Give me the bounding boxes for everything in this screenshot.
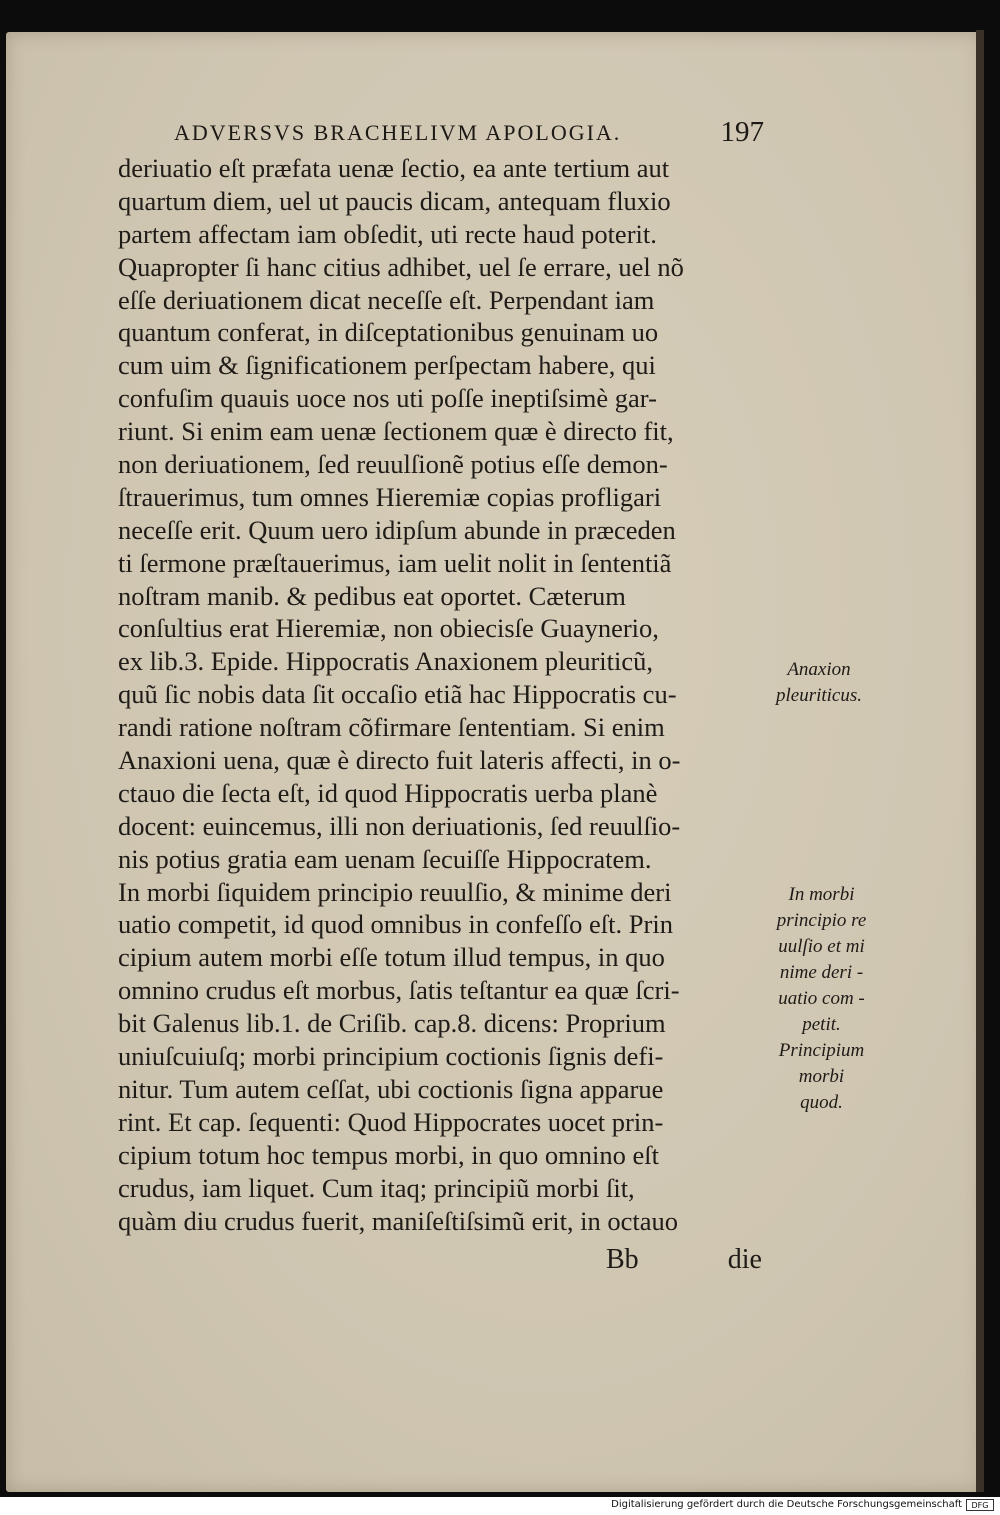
marginal-line: pleuriticus. — [775, 685, 863, 706]
text-line: uatio competit, id quod omnibus in confeſſo eſt. Prin — [118, 909, 673, 940]
marginal-line: quod. — [800, 1092, 843, 1113]
text-line: omnino crudus eſt morbus, ſatis teſtantur ea quæ ſcri- — [118, 975, 680, 1006]
text-line: nis potius gratia eam uenam ſecuiſſe Hippocratem. — [118, 843, 652, 874]
running-head — [174, 116, 764, 154]
text-line: In morbi ſiquidem principio reuulſio, & minime deri — [118, 876, 672, 907]
text-line: docent: euincemus, illi non deriuationis, ſed reuulſio- — [118, 810, 681, 841]
text-line: quàm diu crudus fuerit, maniſeſtiſsimũ erit, in octauo — [118, 1205, 679, 1236]
text-line: cum uim & ſignificationem perſpectam habere, qui — [118, 350, 656, 381]
marginal-line: principio re — [776, 910, 867, 931]
text-line: conſultius erat Hieremiæ, non obiecisſe Guaynerio, — [118, 613, 659, 644]
marginal-line: petit. — [802, 1014, 841, 1035]
signature-mark: Bb — [606, 1244, 639, 1275]
text-line: crudus, iam liquet. Cum itaq; principiũ morbi ſit, — [118, 1172, 635, 1203]
text-line: Anaxioni uena, quæ è directo fuit lateris affecti, in o- — [118, 745, 681, 776]
text-line: neceſſe erit. Quum uero idipſum abunde in præceden — [118, 514, 676, 545]
text-line: ti ſermone præſtauerimus, iam uelit nolit in ſententiã — [118, 547, 672, 578]
text-line: Quapropter ſi hanc citius adhibet, uel ſe errare, uel nõ — [118, 251, 684, 282]
text-line: ſtrauerimus, tum omnes Hieremiæ copias profligari — [118, 481, 662, 512]
page-number: 197 — [720, 116, 764, 148]
text-line: quartum diem, uel ut paucis dicam, antequam fluxio — [118, 185, 671, 216]
marginal-line: nime deri - — [779, 962, 864, 983]
dfg-logo: DFG — [966, 1499, 994, 1511]
text-line: rint. Et cap. ſequenti: Quod Hippocrates uocet prin- — [118, 1106, 664, 1137]
text-line: confuſim quauis uoce nos uti poſſe ineptiſsimè gar- — [118, 383, 657, 414]
page-edge — [976, 30, 984, 1492]
text-line: uniuſcuiuſq; morbi principium coctionis ſignis defi- — [118, 1041, 664, 1072]
text-line: quantum conferat, in diſceptationibus genuinam uo — [118, 317, 659, 348]
text-line: cipium autem morbi eſſe totum illud tempus, in quo — [118, 942, 665, 973]
marginal-note-principium — [764, 882, 879, 1116]
text-line: nitur. Tum autem ceſſat, ubi coctionis ſigna apparue — [118, 1073, 664, 1104]
text-line: riunt. Si enim eam uenæ ſectionem quæ è directo fit, — [118, 416, 674, 447]
marginal-line: In morbi — [788, 884, 855, 905]
catchline — [606, 1244, 762, 1280]
text-line: ctauo die ſecta eſt, id quod Hippocratis uerba planè — [118, 777, 658, 808]
running-title: ADVERSVS BRACHELIVM APOLOGIA. — [174, 120, 622, 145]
text-line: partem affectam iam obſedit, uti recte haud poterit. — [118, 218, 657, 249]
text-line: quũ ſic nobis data ſit occaſio etiã hac Hippocratis cu- — [118, 679, 677, 710]
text-line: noſtram manib. & pedibus eat oportet. Cæterum — [118, 580, 626, 611]
catchword: die — [727, 1244, 762, 1275]
funding-notice: Digitalisierung gefördert durch die Deutsche Forschungsgemeinschaft — [611, 1499, 962, 1510]
text-line: cipium totum hoc tempus morbi, in quo omnino eſt — [118, 1139, 659, 1170]
text-line: ex lib.3. Epide. Hippocratis Anaxionem pleuriticũ, — [118, 646, 654, 677]
marginal-line: uulſio et mi — [778, 936, 865, 957]
body-text — [118, 152, 768, 1237]
marginal-line: Principium — [778, 1040, 865, 1061]
marginal-line: morbi — [798, 1066, 845, 1087]
text-line: deriuatio eſt præfata uenæ ſectio, ea ante tertium aut — [118, 153, 670, 183]
marginal-note-anaxion — [764, 657, 874, 709]
footer-bar — [0, 1497, 1000, 1515]
text-line: bit Galenus lib.1. de Criſib. cap.8. dicens: Proprium — [118, 1008, 666, 1039]
text-line: non deriuationem, ſed reuulſionẽ potius eſſe demon- — [118, 449, 668, 480]
marginal-line: Anaxion — [787, 659, 851, 680]
marginal-line: uatio com - — [778, 988, 865, 1009]
text-line: randi ratione noſtram cõfirmare ſententiam. Si enim — [118, 712, 665, 743]
text-line: eſſe deriuationem dicat neceſſe eſt. Perpendant iam — [118, 284, 655, 315]
